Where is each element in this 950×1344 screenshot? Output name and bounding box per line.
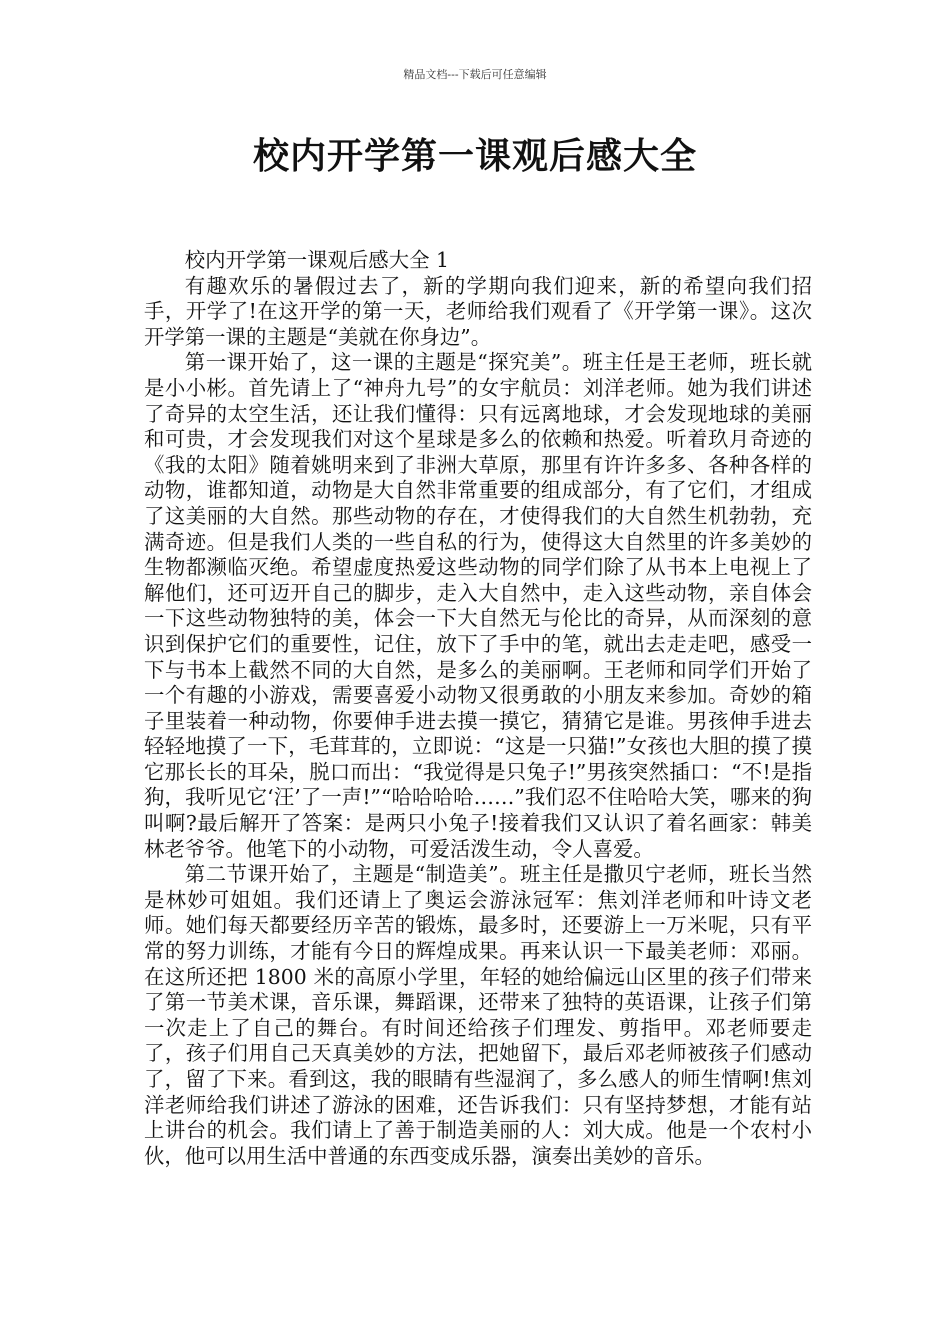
document-title: 校内开学第一课观后感大全: [252, 135, 697, 177]
page-header-note: 精品文档---下载后可任意编辑: [403, 68, 547, 81]
section-subtitle: 校内开学第一课观后感大全 1: [184, 248, 449, 272]
paragraph-intro: 有趣欢乐的暑假过去了，新的学期向我们迎来，新的希望向我们招手，开学了!在这开学的第一天，老师给我们观看了《开学第一课》。这次开学第一课的主题是“美就在你身边”。: [144, 273, 812, 349]
paragraph-lesson-one: 第一课开始了，这一课的主题是“探究美”。班主任是王老师，班长就是小小彬。首先请上了“神舟九号”的女宇航员：刘洋老师。她为我们讲述了奇异的太空生活，还让我们懂得：只有远离地球，才会发现地球的美丽和可贵，才会发现我们对这个星球是多么的依赖和热爱。听着玖月奇迹的《我的太阳》随着姚明来到了非洲大草原，那里有许许多多、各种各样的动物，谁都知道，动物是大自然非常重要的组成部分，有了它们，才组成了这美丽的大自然。那些动物的存在，才使得我们的大自然生机勃勃，充满奇迹。但是我们人类的一些自私的行为，使得这大自然里的许多美妙的生物都濒临灭绝。希望虚度热爱这些动物的同学们除了从书本上电视上了解他们，还可迈开自己的脚步，走入大自然中，走入这些动物，亲自体会一下这些动物独特的美，体会一下大自然无与伦比的奇异，从而深刻的意识到保护它们的重要性，记住，放下了手中的笔，就出去走走吧，感受一下与书本上截然不同的大自然，是多么的美丽啊。王老师和同学们开始了一个有趣的小游戏，需要喜爱小动物又很勇敢的小朋友来参加。奇妙的箱子里装着一种动物，你要伸手进去摸一摸它，猜猜它是谁。男孩伸手进去轻轻地摸了一下，毛茸茸的，立即说：“这是一只猫!”女孩也大胆的摸了摸它那长长的耳朵，脱口而出：“我觉得是只兔子!”男孩突然插口：“不!是指狗，我听见它‘汪’了一声!”“哈哈哈哈……”我们忍不住哈哈大笑，哪来的狗叫啊?最后解开了答案：是两只小兔子!接着我们又认识了着名画家：韩美林老爷爷。他笔下的小动物，可爱活泼生动，令人喜爱。: [144, 350, 812, 861]
document-body: [144, 248, 812, 1169]
paragraph-lesson-two: 第二节课开始了，主题是“制造美”。班主任是撒贝宁老师，班长当然是林妙可姐姐。我们还请上了奥运会游泳冠军：焦刘洋老师和叶诗文老师。她们每天都要经历辛苦的锻炼，最多时，还要游上一万米呢，只有平常的努力训练，才能有今日的辉煌成果。再来认识一下最美老师：邓丽。在这所还把 1800 米的高原小学里，年轻的她给偏远山区里的孩子们带来了第一节美术课，音乐课，舞蹈课，还带来了独特的英语课，让孩子们第一次走上了自己的舞台。有时间还给孩子们理发、剪指甲。邓老师要走了，孩子们用自己天真美妙的方法，把她留下，最后邓老师被孩子们感动了，留了下来。看到这，我的眼睛有些湿润了，多么感人的师生情啊!焦刘洋老师给我们讲述了游泳的困难，还告诉我们：只有坚持梦想，才能有站上讲台的机会。我们请上了善于制造美丽的人：刘大成。他是一个农村小伙，他可以用生活中普通的东西变成乐器，演奏出美妙的音乐。: [144, 862, 812, 1168]
